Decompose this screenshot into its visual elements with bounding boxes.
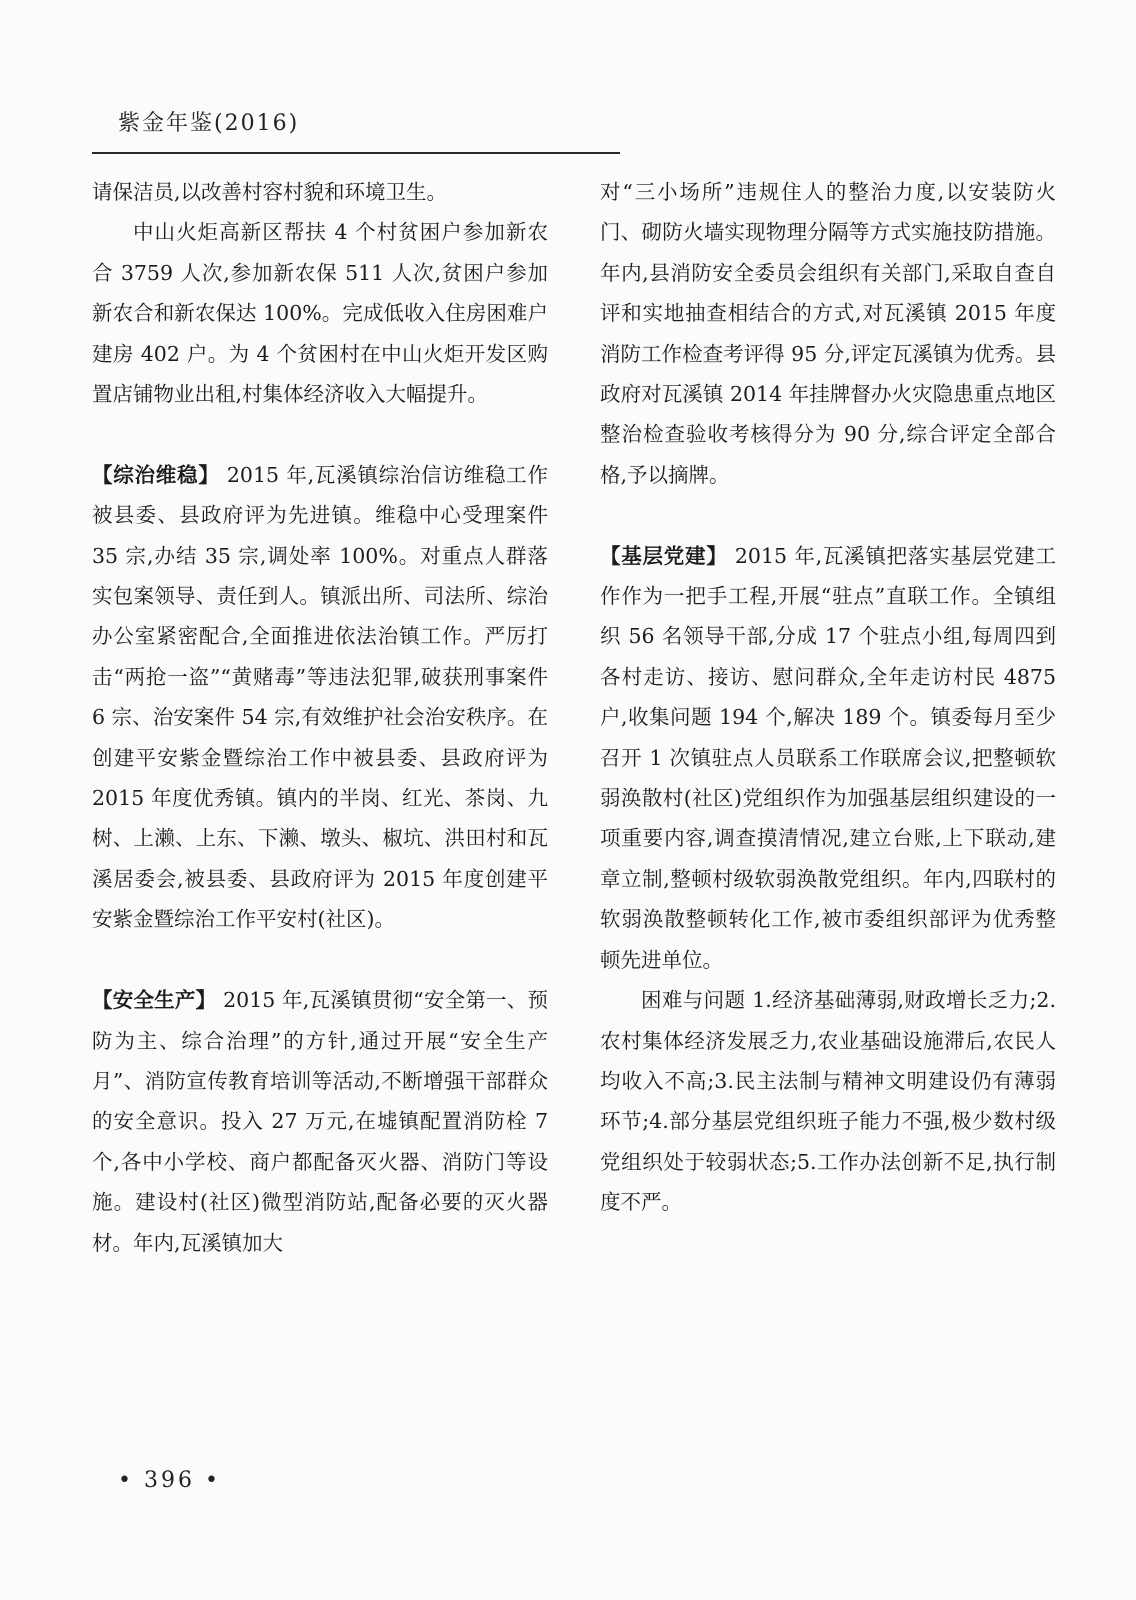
running-head: 紫金年鉴(2016) <box>118 111 300 136</box>
right-column <box>600 172 1056 1223</box>
paragraph-poverty-aid: 中山火炬高新区帮扶 4 个村贫困户参加新农合 3759 人次,参加新农保 511 人次,贫困户参加新农合和新农保达 100%。完成低收入住房困难户建房 402 户。为 4 个贫困村在中山火炬开发区购置店铺物业出租,村集体经济收入大幅提升。 <box>92 220 548 407</box>
paragraph-difficulties <box>600 980 1056 1222</box>
section-text-zongzhi: 2015 年,瓦溪镇综治信访维稳工作被县委、县政府评为先进镇。维稳中心受理案件 35 宗,办结 35 宗,调处率 100%。对重点人群落实包案领导、责任到人。镇派出所、司法所、综治办公室紧密配合,全面推进依法治镇工作。严厉打击“两抢一盗”“黄赌毒”等违法犯罪,破获刑事案件 6 宗、治安案件 54 宗,有效维护社会治安秩序。在创建平安紫金暨综治工作中被县委、县政府评为 2015 年度优秀镇。镇内的半岗、红光、茶岗、九树、上濑、上东、下濑、墩头、椒坑、洪田村和瓦溪居委会,被县委、县政府评为 2015 年度创建平安紫金暨综治工作平安村(社区)。 <box>92 462 548 932</box>
difficulties-label: 困难与问题 <box>641 988 746 1013</box>
header-rule <box>92 152 620 154</box>
paragraph-sanitation: 请保洁员,以改善村容村貌和环境卫生。 <box>92 180 448 204</box>
section-heading-anquan: 【安全生产】 <box>92 988 217 1013</box>
section-anquan <box>92 980 548 1263</box>
section-dangjian <box>600 536 1056 980</box>
section-heading-dangjian: 【基层党建】 <box>600 543 728 568</box>
difficulties-text: 1.经济基础薄弱,财政增长乏力;2.农村集体经济发展乏力,农业基础设施滞后,农民人均收入不高;3.民主法制与精神文明建设仍有薄弱环节;4.部分基层党组织班子能力不强,极少数村级党组织处于较弱状态;5.工作办法创新不足,执行制度不严。 <box>600 988 1056 1215</box>
paragraph-fire-safety: 对“三小场所”违规住人的整治力度,以安装防火门、砌防火墙实现物理分隔等方式实施技防措施。年内,县消防安全委员会组织有关部门,采取自查自评和实地抽查相结合的方式,对瓦溪镇 2015 年度消防工作检查考评得 95 分,评定瓦溪镇为优秀。县政府对瓦溪镇 2014 年挂牌督办火灾隐患重点地区整治检查验收考核得分为 90 分,综合评定全部合格,予以摘牌。 <box>600 180 1056 487</box>
section-text-anquan: 2015 年,瓦溪镇贯彻“安全第一、预防为主、综合治理”的方针,通过开展“安全生产月”、消防宣传教育培训等活动,不断增强干部群众的安全意识。投入 27 万元,在墟镇配置消防栓 7 个,各中小学校、商户都配备灭火器、消防门等设施。建设村(社区)微型消防站,配备必要的灭火器材。年内,瓦溪镇加大 <box>92 988 549 1255</box>
page-number: • 396 • <box>118 1468 221 1493</box>
section-zongzhi <box>92 455 548 940</box>
section-text-dangjian: 2015 年,瓦溪镇把落实基层党建工作作为一把手工程,开展“驻点”直联工作。全镇组织 56 名领导干部,分成 17 个驻点小组,每周四到各村走访、接访、慰问群众,全年走访村民 4875 户,收集问题 194 个,解决 189 个。镇委每月至少召开 1 次镇驻点人员联系工作联席会议,把整顿软弱涣散村(社区)党组织作为加强基层组织建设的一项重要内容,调查摸清情况,建立台账,上下联动,建章立制,整顿村级软弱涣散党组织。年内,四联村的软弱涣散整顿转化工作,被市委组织部评为优秀整顿先进单位。 <box>600 543 1056 972</box>
section-heading-zongzhi: 【综治维稳】 <box>92 462 220 487</box>
left-column <box>92 172 548 1263</box>
